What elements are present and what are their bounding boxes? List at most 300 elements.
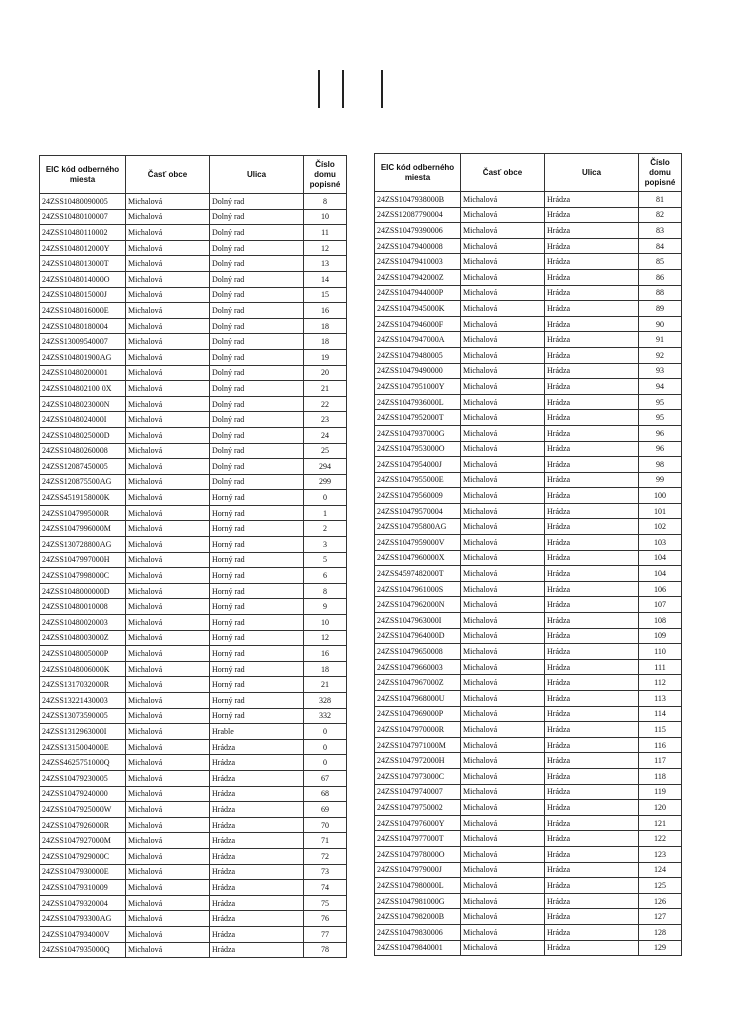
cell-eic: 24ZSS1047953000O: [375, 441, 461, 457]
table-row: [375, 893, 682, 909]
cell-eic: 24ZSS1047934000V: [40, 926, 126, 942]
cell-cast-obce: Michalová: [126, 833, 210, 849]
header-eic: EIC kód odberného miesta: [375, 154, 461, 192]
cell-cast-obce: Michalová: [126, 209, 210, 225]
cell-eic: 24ZSS1047995000R: [40, 505, 126, 521]
cell-cast-obce: Michalová: [461, 503, 545, 519]
cell-eic: 24ZSS10480100007: [40, 209, 126, 225]
cell-cast-obce: Michalová: [126, 240, 210, 256]
cell-eic: 24ZSS10480010008: [40, 599, 126, 615]
cell-eic: 24ZSS1048015000J: [40, 287, 126, 303]
table-row: [40, 256, 347, 272]
cell-ulica: Horný rad: [210, 599, 304, 615]
cell-eic: 24ZSS10479660003: [375, 659, 461, 675]
cell-eic: 24ZSS1047938000B: [375, 192, 461, 208]
cell-eic: 24ZSS1047925000W: [40, 802, 126, 818]
cell-ulica: Hrádza: [545, 768, 639, 784]
cell-cislo-domu: 9: [304, 599, 347, 615]
table-row: [375, 784, 682, 800]
cell-eic: 24ZSS1047944000P: [375, 285, 461, 301]
cell-cast-obce: Michalová: [126, 318, 210, 334]
cell-ulica: Dolný rad: [210, 318, 304, 334]
cell-eic: 24ZSS10479480005: [375, 347, 461, 363]
cell-cislo-domu: 11: [304, 225, 347, 241]
cell-ulica: Horný rad: [210, 661, 304, 677]
cell-ulica: Hrádza: [210, 833, 304, 849]
cell-cislo-domu: 115: [639, 722, 682, 738]
cell-cast-obce: Michalová: [126, 505, 210, 521]
table-row: [375, 566, 682, 582]
cell-eic: 24ZSS1047929000C: [40, 848, 126, 864]
cell-cislo-domu: 90: [639, 316, 682, 332]
cell-ulica: Dolný rad: [210, 396, 304, 412]
cell-cast-obce: Michalová: [126, 583, 210, 599]
cell-eic: 24ZSS1048014000O: [40, 271, 126, 287]
cell-eic: 24ZSS1047980000L: [375, 878, 461, 894]
table-row: [375, 379, 682, 395]
table-row: [40, 521, 347, 537]
table-row: [40, 365, 347, 381]
cell-ulica: Hrádza: [545, 363, 639, 379]
table-row: [375, 613, 682, 629]
cell-cislo-domu: 12: [304, 630, 347, 646]
cell-ulica: Dolný rad: [210, 271, 304, 287]
cell-cast-obce: Michalová: [461, 207, 545, 223]
cell-cislo-domu: 25: [304, 443, 347, 459]
table-row: [40, 693, 347, 709]
cell-cast-obce: Michalová: [126, 490, 210, 506]
cell-eic: 24ZSS10479410003: [375, 254, 461, 270]
table-row: [40, 755, 347, 771]
cell-ulica: Hrádza: [545, 457, 639, 473]
table-row: [375, 316, 682, 332]
cell-cast-obce: Michalová: [126, 194, 210, 210]
cell-eic: 24ZSS1048024000I: [40, 412, 126, 428]
cell-cislo-domu: 73: [304, 864, 347, 880]
cell-cast-obce: Michalová: [461, 628, 545, 644]
cell-ulica: Dolný rad: [210, 240, 304, 256]
cell-cast-obce: Michalová: [461, 722, 545, 738]
table-row: [375, 878, 682, 894]
cell-cast-obce: Michalová: [461, 706, 545, 722]
cell-eic: 24ZSS1047969000P: [375, 706, 461, 722]
cell-ulica: Hrádza: [545, 519, 639, 535]
cell-ulica: Horný rad: [210, 646, 304, 662]
cell-ulica: Hrádza: [210, 817, 304, 833]
cell-ulica: Hrádza: [545, 940, 639, 956]
cell-cast-obce: Michalová: [126, 739, 210, 755]
cell-cislo-domu: 299: [304, 474, 347, 490]
cell-eic: 24ZSS104793300AG: [40, 911, 126, 927]
cell-cast-obce: Michalová: [126, 287, 210, 303]
cell-ulica: Hrádza: [545, 535, 639, 551]
cell-cislo-domu: 22: [304, 396, 347, 412]
cell-eic: 24ZSS104801900AG: [40, 349, 126, 365]
cell-ulica: Dolný rad: [210, 443, 304, 459]
table-row: [375, 301, 682, 317]
cell-eic: 24ZSS10479240000: [40, 786, 126, 802]
cell-ulica: Hrádza: [210, 926, 304, 942]
cell-cast-obce: Michalová: [126, 349, 210, 365]
cell-cislo-domu: 77: [304, 926, 347, 942]
cell-ulica: Hrádza: [545, 503, 639, 519]
cell-ulica: Hrádza: [545, 846, 639, 862]
cell-cislo-domu: 84: [639, 238, 682, 254]
cell-cislo-domu: 124: [639, 862, 682, 878]
cell-cast-obce: Michalová: [126, 381, 210, 397]
table-row: [375, 363, 682, 379]
table-row: [40, 786, 347, 802]
table-row: [375, 581, 682, 597]
cell-cislo-domu: 95: [639, 394, 682, 410]
cell-ulica: Hrádza: [545, 301, 639, 317]
cell-ulica: Hrádza: [545, 207, 639, 223]
cell-ulica: Hrádza: [545, 753, 639, 769]
cell-cislo-domu: 12: [304, 240, 347, 256]
cell-eic: 24ZSS1047952000T: [375, 410, 461, 426]
cell-ulica: Hrádza: [545, 441, 639, 457]
cell-cislo-domu: 20: [304, 365, 347, 381]
cell-eic: 24ZSS1048013000T: [40, 256, 126, 272]
table-row: [375, 550, 682, 566]
cell-eic: 24ZSS10480020003: [40, 615, 126, 631]
cell-cast-obce: Michalová: [126, 427, 210, 443]
cell-cast-obce: Michalová: [126, 755, 210, 771]
cell-eic: 24ZSS1047936000L: [375, 394, 461, 410]
cell-eic: 24ZSS1312963000I: [40, 724, 126, 740]
cell-cast-obce: Michalová: [461, 363, 545, 379]
cell-cislo-domu: 103: [639, 535, 682, 551]
cell-ulica: Hrádza: [545, 581, 639, 597]
cell-cislo-domu: 10: [304, 615, 347, 631]
header-ulica: Ulica: [545, 154, 639, 192]
cell-cislo-domu: 10: [304, 209, 347, 225]
table-row: [375, 488, 682, 504]
cell-cast-obce: Michalová: [461, 441, 545, 457]
cell-cislo-domu: 0: [304, 739, 347, 755]
cell-cislo-domu: 96: [639, 425, 682, 441]
cell-cast-obce: Michalová: [461, 410, 545, 426]
cell-eic: 24ZSS130728800AG: [40, 537, 126, 553]
cell-ulica: Hrádza: [545, 737, 639, 753]
table-row: [40, 209, 347, 225]
table-row: [375, 207, 682, 223]
cell-cast-obce: Michalová: [126, 412, 210, 428]
tally-marks: [318, 70, 388, 110]
cell-cast-obce: Michalová: [461, 644, 545, 660]
table-row: [40, 490, 347, 506]
cell-cast-obce: Michalová: [126, 786, 210, 802]
cell-eic: 24ZSS1047964000D: [375, 628, 461, 644]
cell-cislo-domu: 116: [639, 737, 682, 753]
cell-cast-obce: Michalová: [126, 926, 210, 942]
table-row: [375, 394, 682, 410]
table-row: [40, 833, 347, 849]
cell-ulica: Dolný rad: [210, 287, 304, 303]
table-row: [40, 895, 347, 911]
table-row: [40, 287, 347, 303]
cell-ulica: Hrable: [210, 724, 304, 740]
cell-ulica: Hrádza: [545, 425, 639, 441]
cell-cislo-domu: 0: [304, 724, 347, 740]
cell-cislo-domu: 71: [304, 833, 347, 849]
cell-cast-obce: Michalová: [461, 488, 545, 504]
cell-eic: 24ZSS12087790004: [375, 207, 461, 223]
table-row: [375, 862, 682, 878]
cell-cislo-domu: 101: [639, 503, 682, 519]
cell-ulica: Hrádza: [545, 909, 639, 925]
cell-cislo-domu: 69: [304, 802, 347, 818]
cell-cislo-domu: 92: [639, 347, 682, 363]
cell-eic: 24ZSS1315004000E: [40, 739, 126, 755]
cell-eic: 24ZSS1047962000N: [375, 597, 461, 613]
cell-eic: 24ZSS1317032000R: [40, 677, 126, 693]
cell-cast-obce: Michalová: [461, 269, 545, 285]
cell-cast-obce: Michalová: [461, 535, 545, 551]
table-row: [375, 332, 682, 348]
cell-cast-obce: Michalová: [461, 316, 545, 332]
table-row: [375, 815, 682, 831]
cell-cast-obce: Michalová: [461, 800, 545, 816]
cell-cast-obce: Michalová: [126, 677, 210, 693]
cell-eic: 24ZSS1047968000U: [375, 691, 461, 707]
cell-eic: 24ZSS1047978000O: [375, 846, 461, 862]
cell-cislo-domu: 100: [639, 488, 682, 504]
cell-cislo-domu: 23: [304, 412, 347, 428]
cell-cast-obce: Michalová: [126, 630, 210, 646]
cell-eic: 24ZSS1048006000K: [40, 661, 126, 677]
cell-eic: 24ZSS1047930000E: [40, 864, 126, 880]
cell-cislo-domu: 86: [639, 269, 682, 285]
cell-ulica: Horný rad: [210, 693, 304, 709]
cell-cislo-domu: 118: [639, 768, 682, 784]
cell-eic: 24ZSS1047981000G: [375, 893, 461, 909]
table-row: [40, 412, 347, 428]
cell-cislo-domu: 76: [304, 911, 347, 927]
cell-cast-obce: Michalová: [126, 365, 210, 381]
cell-cast-obce: Michalová: [126, 864, 210, 880]
cell-ulica: Horný rad: [210, 552, 304, 568]
cell-ulica: Hrádza: [545, 472, 639, 488]
cell-ulica: Dolný rad: [210, 225, 304, 241]
cell-cast-obce: Michalová: [126, 459, 210, 475]
cell-eic: 24ZSS10480260008: [40, 443, 126, 459]
cell-cast-obce: Michalová: [461, 472, 545, 488]
cell-eic: 24ZSS10479320004: [40, 895, 126, 911]
cell-ulica: Dolný rad: [210, 349, 304, 365]
cell-cast-obce: Michalová: [461, 815, 545, 831]
cell-cast-obce: Michalová: [126, 848, 210, 864]
cell-eic: 24ZSS120875500AG: [40, 474, 126, 490]
table-row: [375, 472, 682, 488]
cell-ulica: Dolný rad: [210, 365, 304, 381]
header-eic: EIC kód odberného miesta: [40, 156, 126, 194]
cell-ulica: Hrádza: [545, 706, 639, 722]
cell-cast-obce: Michalová: [126, 895, 210, 911]
cell-cislo-domu: 121: [639, 815, 682, 831]
cell-eic: 24ZSS1047998000C: [40, 568, 126, 584]
table-row: [375, 644, 682, 660]
cell-eic: 24ZSS1048016000E: [40, 303, 126, 319]
cell-eic: 24ZSS1048003000Z: [40, 630, 126, 646]
cell-ulica: Horný rad: [210, 568, 304, 584]
table-row: [375, 269, 682, 285]
cell-eic: 24ZSS10479400008: [375, 238, 461, 254]
table-row: [40, 942, 347, 958]
cell-cast-obce: Michalová: [461, 893, 545, 909]
table-row: [40, 459, 347, 475]
tally-mark: [342, 70, 344, 108]
table-row: [375, 737, 682, 753]
cell-cast-obce: Michalová: [461, 768, 545, 784]
cell-ulica: Hrádza: [545, 254, 639, 270]
table-row: [40, 661, 347, 677]
tally-mark: [318, 70, 320, 108]
cell-ulica: Hrádza: [545, 691, 639, 707]
cell-cislo-domu: 15: [304, 287, 347, 303]
cell-ulica: Hrádza: [545, 659, 639, 675]
cell-cislo-domu: 82: [639, 207, 682, 223]
cell-eic: 24ZSS1047959000V: [375, 535, 461, 551]
table-row: [40, 926, 347, 942]
table-row: [375, 410, 682, 426]
cell-eic: 24ZSS104802100 0X: [40, 381, 126, 397]
cell-ulica: Horný rad: [210, 537, 304, 553]
cell-cast-obce: Michalová: [126, 770, 210, 786]
cell-cast-obce: Michalová: [461, 457, 545, 473]
cell-cislo-domu: 83: [639, 223, 682, 239]
cell-ulica: Hrádza: [545, 316, 639, 332]
cell-eic: 24ZSS1047946000F: [375, 316, 461, 332]
cell-cast-obce: Michalová: [126, 552, 210, 568]
cell-cast-obce: Michalová: [461, 753, 545, 769]
cell-cislo-domu: 0: [304, 755, 347, 771]
cell-cislo-domu: 72: [304, 848, 347, 864]
table-row: [375, 940, 682, 956]
table-row: [40, 677, 347, 693]
cell-ulica: Hrádza: [545, 831, 639, 847]
cell-ulica: Dolný rad: [210, 459, 304, 475]
cell-cast-obce: Michalová: [461, 878, 545, 894]
cell-cast-obce: Michalová: [126, 225, 210, 241]
header-cislo-domu: Číslo domu popisné: [639, 154, 682, 192]
cell-ulica: Dolný rad: [210, 412, 304, 428]
cell-eic: 24ZSS10479650008: [375, 644, 461, 660]
table-row: [40, 770, 347, 786]
cell-eic: 24ZSS10479390006: [375, 223, 461, 239]
cell-ulica: Hrádza: [545, 269, 639, 285]
cell-ulica: Hrádza: [545, 815, 639, 831]
cell-cast-obce: Michalová: [126, 817, 210, 833]
cell-cislo-domu: 13: [304, 256, 347, 272]
cell-ulica: Hrádza: [545, 784, 639, 800]
cell-cast-obce: Michalová: [461, 550, 545, 566]
cell-cast-obce: Michalová: [126, 646, 210, 662]
cell-cast-obce: Michalová: [126, 256, 210, 272]
cell-cast-obce: Michalová: [461, 675, 545, 691]
cell-ulica: Horný rad: [210, 583, 304, 599]
cell-cislo-domu: 126: [639, 893, 682, 909]
cell-cislo-domu: 94: [639, 379, 682, 395]
cell-ulica: Hrádza: [210, 848, 304, 864]
cell-cislo-domu: 112: [639, 675, 682, 691]
cell-cast-obce: Michalová: [461, 862, 545, 878]
cell-cast-obce: Michalová: [126, 693, 210, 709]
cell-cast-obce: Michalová: [461, 581, 545, 597]
table-row: [40, 708, 347, 724]
cell-cast-obce: Michalová: [126, 708, 210, 724]
cell-cast-obce: Michalová: [126, 521, 210, 537]
cell-cislo-domu: 3: [304, 537, 347, 553]
cell-cislo-domu: 328: [304, 693, 347, 709]
table-row: [40, 615, 347, 631]
cell-ulica: Hrádza: [210, 911, 304, 927]
cell-ulica: Horný rad: [210, 490, 304, 506]
cell-ulica: Horný rad: [210, 521, 304, 537]
cell-eic: 24ZSS1048025000D: [40, 427, 126, 443]
cell-eic: 24ZSS13009540007: [40, 334, 126, 350]
table-row: [375, 535, 682, 551]
table-row: [375, 425, 682, 441]
cell-eic: 24ZSS1047937000G: [375, 425, 461, 441]
cell-eic: 24ZSS10479750002: [375, 800, 461, 816]
table-row: [375, 441, 682, 457]
table-row: [40, 194, 347, 210]
cell-ulica: Hrádza: [545, 379, 639, 395]
cell-cast-obce: Michalová: [461, 909, 545, 925]
cell-cast-obce: Michalová: [461, 223, 545, 239]
cell-cislo-domu: 19: [304, 349, 347, 365]
cell-cislo-domu: 123: [639, 846, 682, 862]
table-row: [40, 568, 347, 584]
cell-ulica: Hrádza: [545, 675, 639, 691]
table-row: [375, 691, 682, 707]
cell-ulica: Hrádza: [210, 880, 304, 896]
header-cast-obce: Časť obce: [461, 154, 545, 192]
cell-cast-obce: Michalová: [461, 831, 545, 847]
cell-ulica: Hrádza: [545, 347, 639, 363]
cell-ulica: Hrádza: [210, 770, 304, 786]
cell-cast-obce: Michalová: [126, 615, 210, 631]
cell-cast-obce: Michalová: [126, 303, 210, 319]
table-row: [375, 457, 682, 473]
table-row: [375, 675, 682, 691]
cell-cislo-domu: 74: [304, 880, 347, 896]
cell-ulica: Dolný rad: [210, 474, 304, 490]
table-row: [40, 474, 347, 490]
cell-eic: 24ZSS10479490000: [375, 363, 461, 379]
cell-cislo-domu: 14: [304, 271, 347, 287]
cell-ulica: Hrádza: [545, 800, 639, 816]
header-cislo-domu: Číslo domu popisné: [304, 156, 347, 194]
cell-eic: 24ZSS1047935000Q: [40, 942, 126, 958]
cell-ulica: Hrádza: [545, 550, 639, 566]
cell-cast-obce: Michalová: [126, 443, 210, 459]
table-header-row: [40, 156, 347, 194]
cell-cast-obce: Michalová: [126, 568, 210, 584]
cell-eic: 24ZSS1047947000A: [375, 332, 461, 348]
cell-eic: 24ZSS1047951000Y: [375, 379, 461, 395]
cell-eic: 24ZSS104795800AG: [375, 519, 461, 535]
cell-cast-obce: Michalová: [461, 254, 545, 270]
cell-ulica: Hrádza: [545, 924, 639, 940]
cell-cislo-domu: 8: [304, 583, 347, 599]
cell-cast-obce: Michalová: [461, 238, 545, 254]
left-table: [39, 155, 347, 958]
cell-ulica: Hrádza: [545, 628, 639, 644]
cell-cislo-domu: 128: [639, 924, 682, 940]
cell-cislo-domu: 106: [639, 581, 682, 597]
